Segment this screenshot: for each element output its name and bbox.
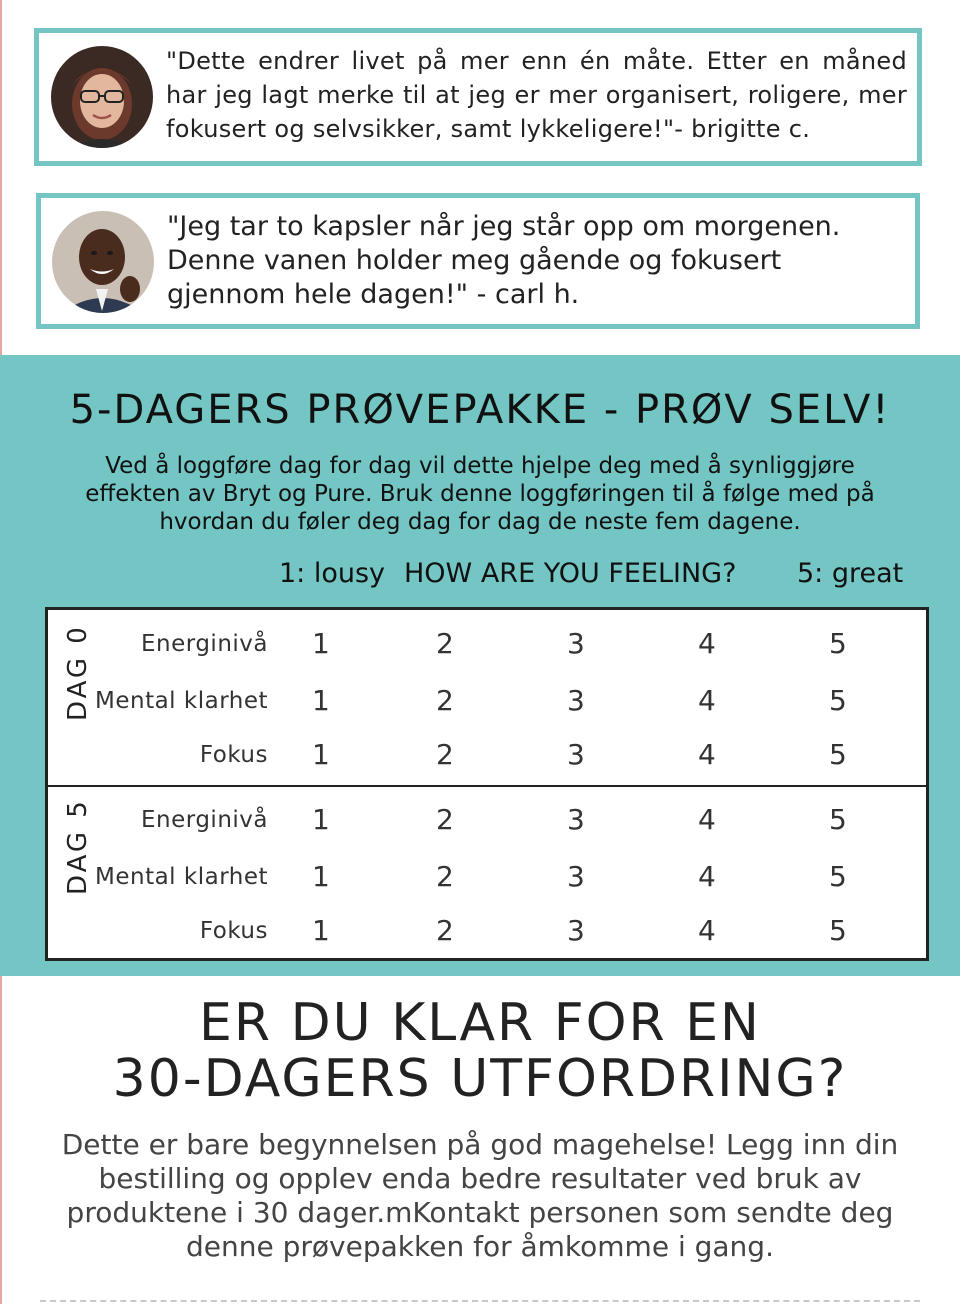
cta-title: ER DU KLAR FOR EN 30-DAGERS UTFORDRING? [112,993,848,1109]
rating-option-2[interactable]: 2 [436,914,454,947]
rating-option-3[interactable]: 3 [567,860,585,893]
avatar-woman [51,46,153,148]
scale-low-label: 1: lousy [279,558,386,589]
rating-option-2[interactable]: 2 [436,627,454,660]
rating-option-2[interactable]: 2 [436,738,454,771]
rating-option-3[interactable]: 3 [567,627,585,660]
rating-row [48,735,926,775]
day-block-5 [48,788,926,958]
rating-option-2[interactable]: 2 [436,684,454,717]
rating-option-1[interactable]: 1 [312,684,330,717]
rating-option-3[interactable]: 3 [567,914,585,947]
testimonial-card-2 [36,193,920,329]
rating-option-5[interactable]: 5 [829,738,847,771]
avatar-man [52,211,154,313]
row-label: Mental klarhet [95,864,268,890]
rating-option-1[interactable]: 1 [312,803,330,836]
rating-table [45,607,929,961]
rating-option-4[interactable]: 4 [698,914,716,947]
dashed-divider [40,1300,920,1302]
rating-option-3[interactable]: 3 [567,738,585,771]
rating-row [48,857,926,897]
trial-intro: Ved å loggføre dag for dag vil dette hjelpe deg med å synliggjøre effekten av Bryt og Pure. Bruk denne loggføringen til å følge med på hvordan du føler deg dag for dag de neste fem dagene. [85,453,875,535]
testimonial-quote-2: "Jeg tar to kapsler når jeg står opp om morgenen. Denne vanen holder meg gående og fokusert gjennom hele dagen!" - carl h. [167,211,841,310]
rating-row [48,681,926,721]
rating-row [48,624,926,664]
rating-option-4[interactable]: 4 [698,738,716,771]
rating-option-3[interactable]: 3 [567,803,585,836]
rating-option-2[interactable]: 2 [436,803,454,836]
day-label: DAG 5 [63,798,93,895]
rating-option-4[interactable]: 4 [698,627,716,660]
rating-row [48,800,926,840]
day-block-0 [48,610,926,787]
rating-option-5[interactable]: 5 [829,803,847,836]
rating-option-1[interactable]: 1 [312,860,330,893]
rating-option-4[interactable]: 4 [698,684,716,717]
rating-option-1[interactable]: 1 [312,627,330,660]
rating-option-5[interactable]: 5 [829,914,847,947]
cta-body: Dette er bare begynnelsen på god magehelse! Legg inn din bestilling og opplev enda bedre resultater ved bruk av produktene i 30 dager.mKontakt personen som sendte deg denne prøvepakken for åmkomme i gang. [61,1128,899,1263]
rating-option-5[interactable]: 5 [829,684,847,717]
scale-question: HOW ARE YOU FEELING? [404,558,737,589]
day-label: DAG 0 [63,624,93,721]
testimonial-card-1 [34,28,922,166]
rating-option-3[interactable]: 3 [567,684,585,717]
rating-option-5[interactable]: 5 [829,860,847,893]
rating-option-4[interactable]: 4 [698,803,716,836]
rating-option-5[interactable]: 5 [829,627,847,660]
row-label: Energinivå [141,807,268,833]
rating-option-1[interactable]: 1 [312,738,330,771]
row-label: Fokus [199,742,268,768]
row-label: Fokus [199,918,268,944]
rating-option-4[interactable]: 4 [698,860,716,893]
scale-high-label: 5: great [797,558,904,589]
rating-row [48,911,926,951]
rating-option-1[interactable]: 1 [312,914,330,947]
rating-option-2[interactable]: 2 [436,860,454,893]
trial-title: 5-DAGERS PRØVEPAKKE - PRØV SELV! [69,387,891,433]
row-label: Energinivå [141,631,268,657]
testimonial-quote-1: "Dette endrer livet på mer enn én måte. Etter en måned har jeg lagt merke til at jeg er mer organisert, roligere, mer fokusert og selvsikker, samt lykkeligere!"- brigitte c. [166,47,907,143]
row-label: Mental klarhet [95,688,268,714]
